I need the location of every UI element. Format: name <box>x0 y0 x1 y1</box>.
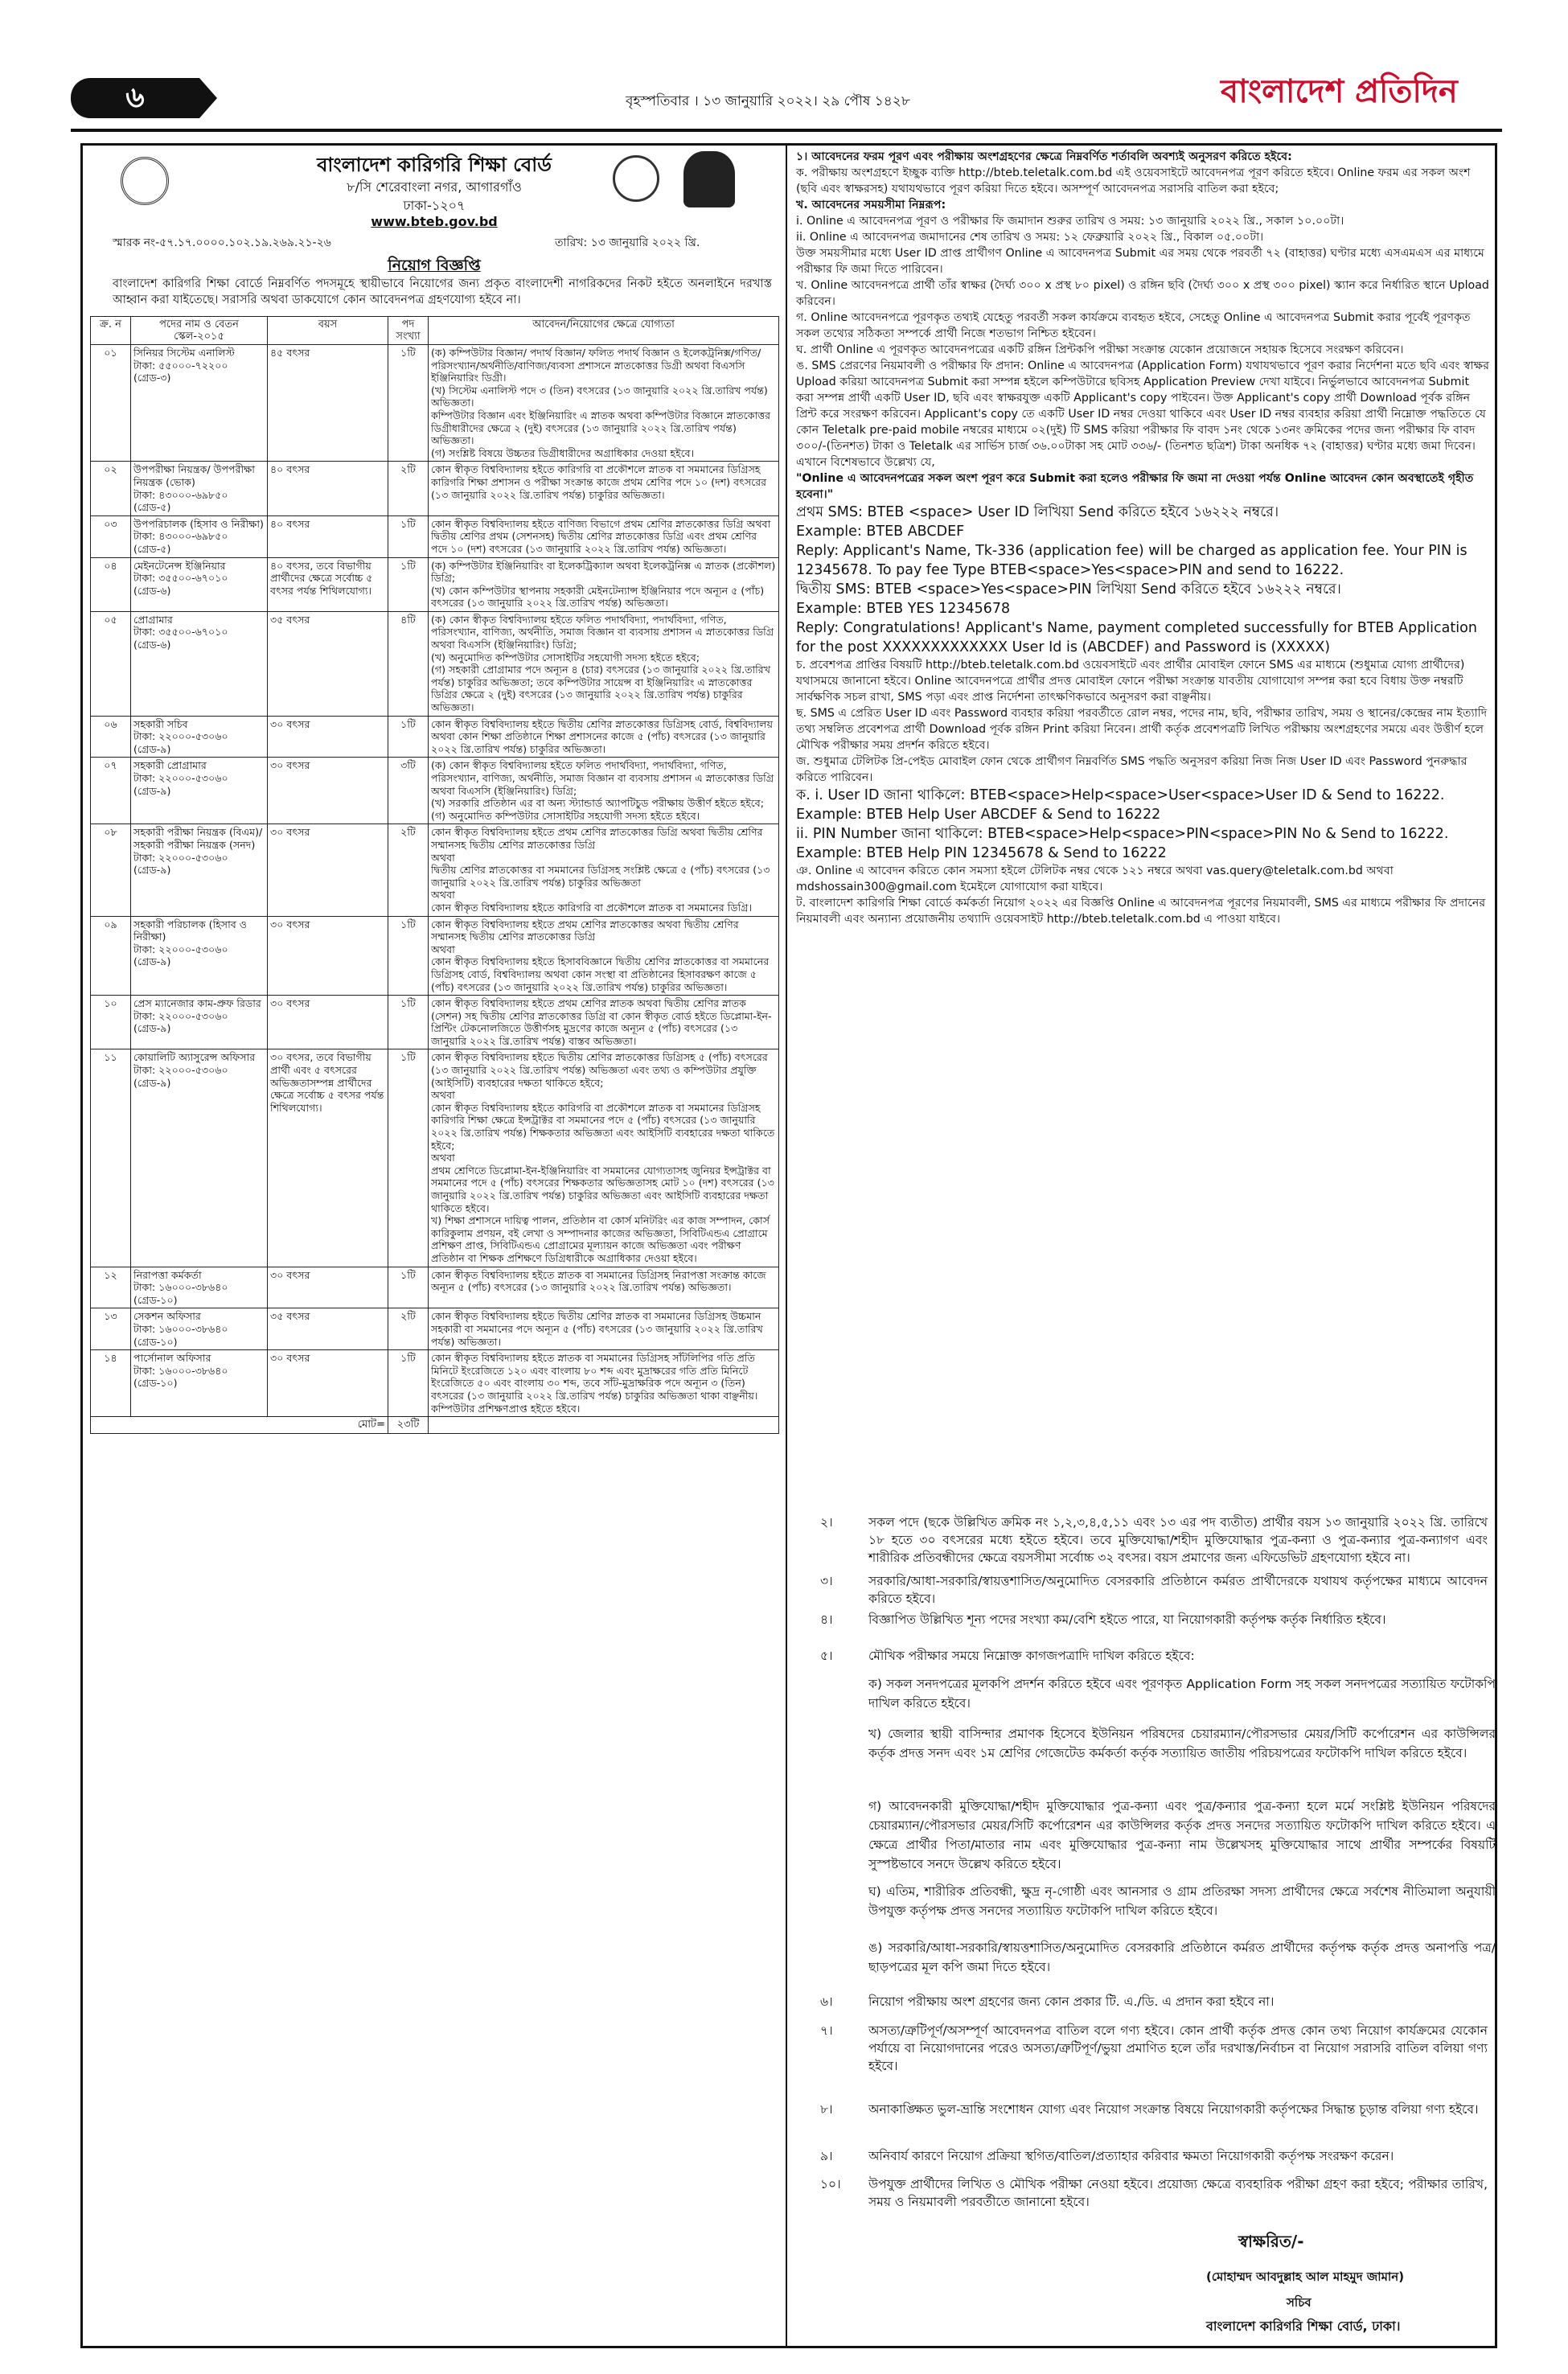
time-end: ii. Online এ আবেদনপত্র জমাদানের শেষ তারিখ ও সময়: ১২ ফেব্রুয়ারি ২০২২ খ্রি., বিকাল ০৫.০০টা। <box>796 231 1264 244</box>
total-label: মোট= <box>91 1417 388 1434</box>
cell-count <box>388 515 429 557</box>
cell-line: ০৭ <box>104 759 117 772</box>
cell-line: সহকারী পরীক্ষা নিয়ন্ত্রক (বিএম)/ সহকারী পরীক্ষা নিয়ন্ত্রক (সনদ) <box>133 826 263 851</box>
cell-line: সহকারী সচিব <box>133 717 188 730</box>
clause-number: ৭। <box>820 2023 833 2038</box>
notice-heading: নিয়োগ বিজ্ঞপ্তি <box>388 257 481 274</box>
cell-line: কোন স্বীকৃত বিশ্ববিদ্যালয় হইতে দ্বিতীয় শ্রেণির স্নাতক বা সমমানের ডিগ্রিসহ উচ্চমান সহকারী বা সমমানের পদে অন্যূন ৫ (পাঁচ) বৎসরের (১৩ জানুয়ারি ২০২২ খ্রি.তারিখ পর্যন্ত) অভিজ্ঞতা। <box>431 1310 763 1348</box>
cell-count <box>388 1267 429 1308</box>
table-row <box>91 716 779 758</box>
recovery-rule: জ. শুধুমাত্র টেলিটক প্রি-পেইড মোবাইল ফোন থেকে প্রার্থীগণ নিম্নবর্ণিত SMS পদ্ধতি অনুসরণ করিয়া নিজ নিজ User ID এবং Password পুনরুদ্ধার করিতে পারিবেন। <box>796 755 1467 784</box>
cell-line: ৪টি <box>400 613 416 626</box>
cell-line: প্রেস ম্যানেজার কাম-প্রুফ রিডার <box>133 997 261 1010</box>
newspaper-logo <box>1221 71 1500 127</box>
cell-qual <box>429 996 779 1049</box>
cell-sl <box>91 345 131 462</box>
clause-number: ৪। <box>820 1612 833 1627</box>
table-row <box>91 1308 779 1350</box>
clause-number: ৫। <box>820 1649 833 1663</box>
accuracy-rule: গ. Online আবেদনপত্রে পূরণকৃত তথ্যই যেহেতু পরবর্তী সকল কার্যক্রমে ব্যবহৃত হইবে, সেহেতু Online এ আবেদনপত্র Submit করার পূর্বেই পূরণকৃত সকল তথ্যের সঠিকতা সম্পর্কে প্রার্থী নিজে শতভাগ নিশ্চিত হইবেন। <box>796 311 1471 340</box>
table-row <box>91 462 779 515</box>
cell-line: ৪০ বৎসর <box>270 463 310 476</box>
memo-date: তারিখ: ১৩ জানুয়ারি ২০২২ খ্রি. <box>555 236 700 249</box>
cell-count <box>388 1350 429 1417</box>
table-row <box>91 1267 779 1308</box>
table-row <box>91 758 779 824</box>
cell-count <box>388 611 429 716</box>
cell-line: টাকা: ৪৩০০০-৬৯৮৫০ (গ্রেড-৫) <box>133 530 228 555</box>
cell-age <box>268 611 388 716</box>
cell-count <box>388 1308 429 1350</box>
cell-line: সহকারী প্রোগ্রামার <box>133 759 207 772</box>
signer-name: (মোহাম্মদ আবদুল্লাহ আল মাহমুদ জামান) <box>1206 2269 1405 2284</box>
sms-rules: ঙ. SMS প্রেরণের নিয়মাবলী ও পরীক্ষার ফি প্রদান: Online এ আবেদনপত্র (Application Form) যথাযথভাবে পূরণ করার নির্দেশনা মতে ছবি এবং স্বাক্ষর Upload করিয়া আবেদনপত্র Submit করা সম্পন্ন হইলে কম্পিউটারে ছবিসহ Application Preview দেখা যাইবে। নির্ভুলভাবে আবেদনপত্র Submit করা সম্পন্ন প্রার্থী একটি User ID, ছবি এবং স্বাক্ষরযুক্ত একটি Applicant's copy পাইবেন। উক্ত Applicant's copy প্রার্থী Download পূর্বক রঙ্গিন প্রিন্ট করে সংরক্ষণ করিবেন। Applicant's copy তে একটি User ID নম্বর দেওয়া থাকিবে এবং User ID নম্বর ব্যবহার করিয়া প্রার্থী নিম্নোক্ত পদ্ধতিতে যে কোন Teletalk pre-paid mobile নম্বরের মাধ্যমে ০২(দুই) টি SMS করিয়া পরীক্ষার ফি বাবদ ১নং থেকে ১৩নং ক্রমিকের পদের জন্য পরীক্ষার ফি বাবদ ৩০০/-(তিনশত) টাকা ও Teletalk এর সার্ভিস চার্জ ৩৬.০০টাকা সহ মোট ৩৩৬/- (তিনশত ছত্রিশ) টাকা অনধিক ৭২ (বাহাত্তর) ঘণ্টার মধ্যে জমা দিবেন। এখানে বিশেষভাবে উল্লেখ্য যে, <box>796 359 1489 469</box>
cell-line: উপপরীক্ষা নিয়ন্ত্রক/ উপপরীক্ষা নিয়ন্ত্রক (ভোক) <box>133 463 255 488</box>
cell-age <box>268 824 388 916</box>
clause-5-umo: ঙ) সরকারি/আধা-সরকারি/স্বায়ত্তশাসিত/অনুমোদিত বেসরকারি প্রতিষ্ঠানে কর্মরত প্রার্থীদের কর্তৃপক্ষ কর্তৃক প্রদত্ত অনাপত্তি পত্র/ছাড়পত্রের মূল কপি জমা দিতে হইবে। <box>868 1941 1496 1974</box>
clause-number: ৩। <box>820 1574 833 1588</box>
cell-line: ০৫ <box>104 613 117 626</box>
cell-line: ৩০ বৎসর <box>270 826 310 839</box>
cell-line: টাকা: ২২০০০-৫৩০৬০ (গ্রেড-৯) <box>133 730 228 755</box>
cell-post <box>131 1350 268 1417</box>
download-rule: ছ. SMS এ প্রেরিত User ID এবং Password ব্যবহার করিয়া পরবর্তীতে রোল নম্বর, পদের নাম, ছবি, পরীক্ষার তারিখ, সময় ও স্থানের/কেন্দ্রের নাম ইত্যাদি তথ্য সম্বলিত প্রবেশপত্র প্রার্থী Download পূর্বক রঙ্গিন Print করিয়া নিবেন। প্রার্থী কর্তৃক প্রবেশপত্রটি লিখিত পরীক্ষায় অংশগ্রহণের সময়ে এবং উত্তীর্ণ হলে মৌখিক পরীক্ষার সময় প্রদর্শন করিতে হইবে। <box>796 707 1488 752</box>
clause-number: ২। <box>820 1515 833 1530</box>
cell-line: ৩৫ বৎসর <box>270 613 310 626</box>
sms-first-example: Example: BTEB ABCDEF <box>796 524 965 540</box>
table-row <box>91 345 779 462</box>
cell-count <box>388 716 429 758</box>
fee-warning: "Online এ আবেদনপত্রের সকল অংশ পূরণ করে Submit করা হলেও পরীক্ষার ফি জমা না দেওয়া পর্যন্ত Online আবেদন কোন অবস্থাতেই গৃহীত হবেনা।" <box>796 472 1474 501</box>
cell-line: কোন স্বীকৃত বিশ্ববিদ্যালয় হইতে স্নাতক বা সমমানের ডিগ্রিসহ সাঁটলিপির গতি প্রতি মিনিটে ইংরেজিতে ১২০ এবং বাংলায় ৮০ শব্দ এবং মুদ্রাক্ষরের গতি প্রতি মিনিটে ইংরেজিতে ৫০ এবং বাংলায় ৩০ শব্দ, তবে সাঁট-মুদ্রাক্ষরিক পদে অন্যূন ৩ (তিন) বৎসরের (১৩ জানুয়ারি ২০২২ খ্রি.তারিখ পর্যন্ত) চাকুরির অভিজ্ঞতা থাকা বাঞ্ছনীয়। কম্পিউটার প্রশিক্ষণপ্রাপ্ত হইতে হইবে। <box>431 1352 758 1415</box>
cell-sl <box>91 716 131 758</box>
admit-card-rule: চ. প্রবেশপত্র প্রাপ্তির বিষয়টি http://bteb.teletalk.com.bd ওয়েবসাইটে এবং প্রার্থীর মোবাইল ফোনে SMS এর মাধ্যমে (শুধুমাত্র যোগ্য প্রার্থীদের) যথাসময়ে জানানো হইবে। Online আবেদনপত্রে প্রার্থীর প্রদত্ত মোবাইল ফোনে পরীক্ষা সংক্রান্ত যাবতীয় যোগাযোগ সম্পন্ন করা হবে বিধায় উক্ত নম্বরটি সার্বক্ষণিক সচল রাখা, SMS পড়া এবং প্রাপ্ত নির্দেশনা তাৎক্ষণিকভাবে অনুসরণ করা বাঞ্ছনীয়। <box>796 659 1465 704</box>
cell-line: মেইনটেনেন্স ইঞ্জিনিয়ার <box>133 559 226 572</box>
clause-5-ga: গ) আবেদনকারী মুক্তিযোদ্ধা/শহীদ মুক্তিযোদ্ধার পুত্র-কন্যা এবং পুত্র/কন্যার পুত্র-কন্যা হলে মর্মে সংশ্লিষ্ট ইউনিয়ন পরিষদের চেয়ারম্যান/পৌরসভার মেয়র/সিটি কর্পোরেশন এর কাউন্সিলর কর্তৃক প্রদত্ত সনদের সত্যায়িত ফটোকপি দাখিল করিতে হইবে। এ ক্ষেত্রে প্রার্থীর পিতা/মাতার নাম এবং মুক্তিযোদ্ধার পুত্র-কন্যা নাম উল্লেখসহ মুক্তিযোদ্ধার সাথে প্রার্থীর সম্পর্কের বিষয়টি সুস্পষ্টভাবে সনদে উল্লেখ করিতে হইবে। <box>868 1799 1496 1871</box>
table-row <box>91 557 779 611</box>
cell-line: ১০ <box>104 997 117 1010</box>
cell-line: কোন স্বীকৃত বিশ্ববিদ্যালয় হইতে প্রথম শ্রেণির স্নাতকোত্তর অথবা দ্বিতীয় শ্রেণির সম্মানসহ দ্বিতীয় শ্রেণির স্নাতকোত্তর ডিগ্রি <box>431 918 739 943</box>
cell-qual <box>429 557 779 611</box>
cell-line: ১টি <box>400 918 416 930</box>
cell-age <box>268 1308 388 1350</box>
instructions-column <box>796 149 1489 927</box>
help-pin: ii. PIN Number জানা থাকিলে: BTEB<space>Help<space>PIN<space>PIN No & Send to 16222. <box>796 826 1449 842</box>
signer-org: বাংলাদেশ কারিগরি শিক্ষা বোর্ড, ঢাকা। <box>1206 2319 1401 2334</box>
page-number: ৬ <box>71 78 199 118</box>
cell-line: কোন স্বীকৃত বিশ্ববিদ্যালয় হইতে প্রথম শ্রেণির স্নাতক অথবা দ্বিতীয় শ্রেণির স্নাতক (সেশন) সহ দ্বিতীয় শ্রেণির স্নাতকোত্তর ডিগ্রি বা কোন স্বীকৃত বোর্ড হইতে ডিপ্লোমা-ইন-প্রিন্টিং টেকনোলজিতে উত্তীর্ণসহ মুদ্রণের কাজে অন্যূন ৫ (পাঁচ) বৎসরের (১৩ জানুয়ারি ২০২২ খ্রি.তারিখ পর্যন্ত) বাস্তব অভিজ্ঞতা। <box>431 997 772 1047</box>
sms-second: দ্বিতীয় SMS: BTEB <space>Yes<space>PIN লিখিয়া Send করিতে হইবে ১৬২২২ নম্বরে। <box>796 581 1341 598</box>
cell-count <box>388 345 429 462</box>
table-row <box>91 1049 779 1267</box>
cell-line: কোন স্বীকৃত বিশ্ববিদ্যালয় হইতে কারিগরি বা প্রকৌশলে স্নাতক বা সমমানের ডিগ্রিসহ কারিগরি শিক্ষা ক্ষেত্রে ইন্সট্রাক্টর বা সমমানের পদে ৫ (পাঁচ) বৎসরের (১৩ জানুয়ারি ২০২২ খ্রি.তারিখ পর্যন্ত) শিক্ষকতার অভিজ্ঞতা এবং আইসিটি ব্যবহারের দক্ষতা থাকিতে হইবে; <box>431 1101 775 1152</box>
org-name: বাংলাদেশ কারিগরি শিক্ষা বোর্ড <box>317 154 552 176</box>
cell-line: ১টি <box>400 1051 416 1064</box>
cell-line: ০৩ <box>104 517 117 530</box>
cell-line: টাকা: ১৬০০০-৩৮৬৪০ (গ্রেড-১০) <box>133 1364 228 1390</box>
cell-age <box>268 1049 388 1267</box>
cell-sl <box>91 462 131 515</box>
cell-line: (ক) কোন স্বীকৃত বিশ্ববিদ্যালয় হইতে ফলিত পদার্থবিদ্যা, পদার্থবিদ্যা, গণিত, পরিসংখ্যান, বাণিজ্য, অর্থনীতি, সমাজ বিজ্ঞান বা ব্যবসায় প্রশাসন এ স্নাতকোত্তর ডিগ্রি অথবা বিএসসি (ইঞ্জিনিয়ারিং) ডিগ্রি; <box>431 613 774 651</box>
cell-line: ৩০ বৎসর <box>270 1352 310 1365</box>
cell-line: প্রোগ্রামার <box>133 613 173 626</box>
cell-line: কোন স্বীকৃত বিশ্ববিদ্যালয় হইতে স্নাতক বা সমমানের ডিগ্রিসহ নিরাপত্তা সংক্রান্ত কাজে অন্যূন ৫ (পাঁচ) বৎসরের (১৩ জানুয়ারি ২০২২ খ্রি.তারিখ পর্যন্ত) অভিজ্ঞতা। <box>431 1268 766 1294</box>
cell-line: ১২ <box>104 1268 117 1281</box>
vacancy-table <box>90 316 779 1434</box>
cell-line: ২টি <box>400 1310 416 1323</box>
clause-text: সকল পদে (ছকে উল্লিখিত ক্রমিক নং ১,২,৩,৪,৫,১১ এবং ১৩ এর পদ ব্যতীত) প্রার্থীর বয়স ১৩ জানুয়ারি ২০২২ খ্রি. তারিখে ১৮ হতে ৩০ বৎসরের মধ্যে হইতে হইবে। তবে মুক্তিযোদ্ধা/শহীদ মুক্তিযোদ্ধার পুত্র-কন্যা ও পুত্র-কন্যার পুত্র-কন্যাগণ এবং শারীরিক প্রতিবন্ধীদের ক্ষেত্রে বয়সসীমা সর্বোচ্চ ৩২ বৎসর। বয়স প্রমাণের জন্য এফিডেভিট গ্রহণযোগ্য হইবে না। <box>868 1515 1488 1565</box>
cell-line: ১টি <box>400 347 416 359</box>
cell-line: ১টি <box>400 1352 416 1365</box>
cell-post <box>131 557 268 611</box>
cell-count <box>388 824 429 916</box>
masthead-rule <box>71 129 1502 132</box>
org-website[interactable]: www.bteb.gov.bd <box>371 214 498 229</box>
cell-qual <box>429 1350 779 1417</box>
cell-line: কোন স্বীকৃত বিশ্ববিদ্যালয় হইতে বাণিজ্য বিভাগে প্রথম শ্রেণির স্নাতকোত্তর ডিগ্রি অথবা দ্বিতীয় শ্রেণির প্রথম (সেশনসহ) দ্বিতীয় শ্রেণির স্নাতকোত্তর ডিগ্রি এবং প্রথম শ্রেণির পদে ১০ (দশ) বৎসরের (১৩ জানুয়ারি ২০২২ খ্রি.তারিখ পর্যন্ত) অভিজ্ঞতা। <box>431 517 771 555</box>
memo-number: স্মারক নং-৫৭.১৭.০০০০.১০২.১৯.২৬৯.২১-২৬ <box>113 236 331 249</box>
cell-post <box>131 1267 268 1308</box>
cell-line: অথবা <box>431 943 455 955</box>
cell-line: ৩৫ বৎসর <box>270 1310 310 1323</box>
cell-line: ১টি <box>400 1268 416 1281</box>
clause-text: অনাকাঙ্ক্ষিত ভুল-ভ্রান্তি সংশোধন যোগ্য এবং নিয়োগ সংক্রান্ত বিষয়ে নিয়োগকারী কর্তৃপক্ষের সিদ্ধান্ত চূড়ান্ত বলিয়া গণ্য হইবে। <box>868 2102 1479 2117</box>
cell-line: কোন স্বীকৃত বিশ্ববিদ্যালয় হইতে প্রথম শ্রেণির স্নাতকোত্তর ডিগ্রি অথবা দ্বিতীয় শ্রেণির সম্মানসহ দ্বিতীয় শ্রেণির স্নাতকোত্তর ডিগ্রি <box>431 826 763 851</box>
cell-line: (খ) কোন কম্পিউটার স্থাপনায় সহকারী মেইনটেন্যান্স ইঞ্জিনিয়ার পদে অন্যূন ৫ (পাঁচ) বৎসরের (১৩ জানুয়ারি ২০২২ খ্রি.তারিখ পর্যন্ত) অভিজ্ঞতা। <box>431 584 765 610</box>
cell-line: (ক) কম্পিউটার ইঞ্জিনিয়ারিং বা ইলেকট্রিক্যাল অথবা ইলেকট্রনিক্স এ স্নাতক (প্রকৌশল) ডিগ্রি; <box>431 559 776 585</box>
cell-count <box>388 996 429 1049</box>
notice-intro: বাংলাদেশ কারিগরি শিক্ষা বোর্ডে নিম্নবর্ণিত পদসমূহে স্থায়ীভাবে নিয়োগের জন্য প্রকৃত বাংলাদেশী নাগরিকদের নিকট হইতে অনলাইনে দরখাস্ত আহ্বান করা যাইতেছে। সরাসরি অথবা ডাকযোগে কোন আবেদনপত্র গ্রহণযোগ্য হইবে না। <box>113 277 772 306</box>
cell-qual <box>429 758 779 824</box>
cell-count <box>388 462 429 515</box>
cell-line: (ক) কম্পিউটার বিজ্ঞান/ পদার্থ বিজ্ঞান/ ফলিত পদার্থ বিজ্ঞান ও ইলেকট্রনিক্স/গণিত/পরিসংখ্যান/অর্থনীতি/বাণিজ্য/ব্যবসা প্রশাসনে স্নাতকোত্তর ডিগ্রী অথবা বিএসসি ইঞ্জিনিয়ারিং ডিগ্রী। <box>431 347 761 384</box>
cell-line: টাকা: ২২০০০-৫৩০৬০ (গ্রেড-৯) <box>133 1009 228 1035</box>
cell-line: ২টি <box>400 463 416 476</box>
cell-line: ১টি <box>400 517 416 530</box>
cell-line: টাকা: ২২০০০-৫৩০৬০ (গ্রেড-৯) <box>133 1064 228 1089</box>
cell-line: টাকা: ২২০০০-৫৩০৬০ (গ্রেড-৯) <box>133 851 228 877</box>
cell-qual <box>429 916 779 996</box>
cell-age <box>268 916 388 996</box>
clause-number: ৯। <box>820 2149 833 2163</box>
cell-line: ০২ <box>104 463 117 476</box>
cell-sl <box>91 515 131 557</box>
cell-line: ১টি <box>400 997 416 1010</box>
cell-line: ০৪ <box>104 559 117 572</box>
cell-age <box>268 462 388 515</box>
cell-line: ৩০ বৎসর, তবে বিভাগীয় প্রার্থী এবং ৫ বৎসরের অভিজ্ঞতাসম্পন্ন প্রার্থীদের ক্ষেত্রে সর্বোচ্চ ৫ বৎসর পর্যন্ত শিথিলযোগ্য। <box>270 1051 384 1114</box>
cell-line: টাকা: ৩৫৫০০-৬৭০১০ (গ্রেড-৬) <box>133 626 228 651</box>
total-row <box>91 1417 779 1434</box>
cell-count <box>388 916 429 996</box>
cell-post <box>131 1049 268 1267</box>
table-row <box>91 824 779 916</box>
cell-line: খ) শিক্ষা প্রশাসনে দায়িত্ব পালন, প্রতিষ্ঠান বা কোর্স মনিটরিং এর কাজ সম্পাদন, কোর্স কারিকুলাম প্রণয়ন, বই লেখা ও সম্পাদনার কাজের অভিজ্ঞতা, সিবিটিএন্ডএ প্রোগ্রামে প্রশিক্ষণ প্রাপ্ত, সিবিটিএন্ডএ প্রোগ্রামের মূল্যায়ন কাজে অভিজ্ঞতা এবং পরীক্ষণ প্রতিষ্ঠান বা শিক্ষক প্রশিক্ষণে ডিগ্রিধারীকে অগ্রাধিকার দেওয়া হইবে। <box>431 1214 770 1264</box>
cell-post <box>131 758 268 824</box>
clause-text: বিজ্ঞাপিত উল্লিখিত শূন্য পদের সংখ্যা কম/বেশি হইতে পারে, যা নিয়োগকারী কর্তৃপক্ষ কর্তৃক নির্ধারিত হইবে। <box>868 1612 1386 1627</box>
signer-title: সচিব <box>1287 2295 1311 2310</box>
cell-sl <box>91 824 131 916</box>
cell-line: কোন স্বীকৃত বিশ্ববিদ্যালয় হইতে দ্বিতীয় শ্রেণির স্নাতকোত্তর ডিগ্রিসহ বোর্ড, বিশ্ববিদ্যালয় অথবা কোন শিক্ষা প্রতিষ্ঠানে শিক্ষা প্রশাসনের কাজে ৫ (পাঁচ) বৎসরের (১৩ জানুয়ারি ২০২২ খ্রি.তারিখ পর্যন্ত) চাকুরির অভিজ্ঞতা। <box>431 717 773 755</box>
cell-line: ১৩ <box>104 1310 117 1323</box>
cell-line: অথবা <box>431 1152 455 1164</box>
cell-age <box>268 1267 388 1308</box>
cell-line: ৪৫ বৎসর <box>270 347 310 359</box>
cell-line: কোন স্বীকৃত বিশ্ববিদ্যালয় হইতে কারিগরি বা প্রকৌশলে স্নাতক বা সমমানের ডিগ্রি। <box>431 901 753 914</box>
cell-sl <box>91 557 131 611</box>
cell-qual <box>429 611 779 716</box>
table-row <box>91 996 779 1049</box>
cell-line: অথবা <box>431 851 455 864</box>
cell-line: সিনিয়র সিস্টেম এনালিস্ট <box>133 347 235 359</box>
cell-line: ৩০ বৎসর <box>270 1268 310 1281</box>
cell-line: ৪০ বৎসর, তবে বিভাগীয় প্রার্থীদের ক্ষেত্রে সর্বোচ্চ ৫ বৎসর পর্যন্ত শিথিলযোগ্য। <box>270 559 373 597</box>
cell-line: পার্সোনাল অফিসার <box>133 1352 211 1365</box>
fee-window: উক্ত সময়সীমার মধ্যে User ID প্রাপ্ত প্রার্থীগণ Online এ আবেদনপত্র Submit এর সময় থেকে পরবর্তী ৭২ (বাহাত্তর) ঘণ্টার মধ্যে এসএমএস এর মাধ্যমে পরীক্ষার ফি জমা দিতে পারিবেন। <box>796 247 1484 276</box>
cell-age <box>268 1350 388 1417</box>
cell-line: উপপরিচালক (হিসাব ও নিরীক্ষা) <box>133 517 264 530</box>
cell-age <box>268 557 388 611</box>
cell-line: দ্বিতীয় শ্রেণির স্নাতকোত্তর বা সমমানের ডিগ্রিসহ সংশ্লিষ্ট ক্ষেত্রে ৫ (পাঁচ) বৎসরের (১৩ জানুয়ারি ২০২২ খ্রি.তারিখ পর্যন্ত) চাকুরির অভিজ্ঞতা <box>431 864 770 889</box>
time-start: i. Online এ আবেদনপত্র পূরণ ও পরীক্ষার ফি জমাদান শুরুর তারিখ ও সময়: ১৩ জানুয়ারি ২০২২ খ্রি., সকাল ১০.০০টা। <box>796 215 1344 228</box>
cell-sl <box>91 611 131 716</box>
cell-line: (ক) কোন স্বীকৃত বিশ্ববিদ্যালয় হইতে ফলিত পদার্থবিদ্যা, পদার্থবিদ্যা, গণিত, পরিসংখ্যান, বাণিজ্য, অর্থনীতি, সমাজ বিজ্ঞান বা ব্যবসায় প্রশাসন এ স্নাতকোত্তর ডিগ্রি অথবা বিএসসি (ইঞ্জিনিয়ারিং) ডিগ্রি; <box>431 759 774 797</box>
total-empty <box>429 1417 779 1434</box>
sms-second-reply: Reply: Congratulations! Applicant's Name, payment completed successfully for BTEB Application for the post XXXXXXXXXXXXX User Id is (ABCDEF) and Password is (XXXXX) <box>796 620 1477 655</box>
cell-post <box>131 996 268 1049</box>
cell-post <box>131 515 268 557</box>
cell-qual <box>429 1267 779 1308</box>
cell-line: সহকারী পরিচালক (হিসাব ও নিরীক্ষা) <box>133 918 248 943</box>
cell-line: ০৯ <box>104 918 117 930</box>
clause-number: ১০। <box>820 2177 841 2191</box>
cell-line: কোন স্বীকৃত বিশ্ববিদ্যালয় হইতে কারিগরি বা প্রকৌশলে স্নাতক বা সমমানের ডিগ্রিসহ কারিগরি শিক্ষা প্রশাসন ও পরীক্ষা সংক্রান্ত কাজে প্রথম শ্রেণির পদে ১০ (দশ) বৎসরের (১৩ জানুয়ারি ২০২২ খ্রি.তারিখ পর্যন্ত) চাকুরির অভিজ্ঞতা। <box>431 463 767 501</box>
dateline: বৃহস্পতিবার । ১৩ জানুয়ারি ২০২২। ২৯ পৌষ ১৪২৮ <box>626 93 910 109</box>
clause-5-gha: ঘ) এতিম, শারীরিক প্রতিবন্ধী, ক্ষুদ্র নৃ-গোষ্ঠী এবং আনসার ও গ্রাম প্রতিরক্ষা সদস্য প্রার্থীদের ক্ষেত্রে সর্বশেষ নীতিমালা অনুযায়ী উপযুক্ত কর্তৃপক্ষ প্রদত্ত সনদের সত্যায়িত ফটোকপি দাখিল করিতে হইবে। <box>868 1884 1496 1918</box>
cell-post <box>131 462 268 515</box>
cell-post <box>131 345 268 462</box>
clause-5-kha: খ) জেলার স্থায়ী বাসিন্দার প্রমাণক হিসেবে ইউনিয়ন পরিষদের চেয়ারম্যান/পৌরসভার মেয়র/সিটি কর্পোরেশন এর কাউন্সিলর কর্তৃক প্রদত্ত সনদ এবং ১ম শ্রেণির গেজেটেড কর্মকর্তা কর্তৃক সত্যায়িত জাতীয় পরিচয়পত্রের ফটোকপি দাখিল করিতে হইবে। <box>868 1727 1496 1760</box>
brand-name: বাংলাদেশ প্রতিদিন <box>1221 73 1458 110</box>
cell-line: ১টি <box>400 717 416 730</box>
cell-line: টাকা: ৫৫০০০-৭২২০০ (গ্রেড-৩) <box>133 359 228 384</box>
cell-line: (খ) সরকারি প্রতিষ্ঠান এর বা অন্য স্ট্যান্ডার্ড অ্যাপটিচুড পরীক্ষায় উত্তীর্ণ হইতে হইবে; <box>431 797 764 810</box>
clause-number: ৬। <box>820 1994 833 2009</box>
cell-line: কোন স্বীকৃত বিশ্ববিদ্যালয় হইতে হিসাববিজ্ঞানে দ্বিতীয় শ্রেণির স্নাতকোত্তর বা সমমানের ডিগ্রিসহ বোর্ড, বিশ্ববিদ্যালয় অথবা কোন সংস্থা বা প্রতিষ্ঠানের হিসাবরক্ষণ কাজে ৫ (পাঁচ) বৎসরের (১৩ জানুয়ারি ২০২২ খ্রি.তারিখ পর্যন্ত) চাকুরির অভিজ্ঞতা। <box>431 955 770 993</box>
org-address: ৮/সি শেরেবাংলা নগর, আগারগাঁও <box>347 179 522 195</box>
cell-qual <box>429 824 779 916</box>
help-pin-example: Example: BTEB Help PIN 12345678 & Send to 16222 <box>796 845 1167 861</box>
cell-sl <box>91 996 131 1049</box>
cell-line: কোন স্বীকৃত বিশ্ববিদ্যালয় হইতে দ্বিতীয় শ্রেণির স্নাতকোত্তর ডিগ্রিসহ ৫ (পাঁচ) বৎসরের (১৩ জানুয়ারি ২০২২ খ্রি.তারিখ পর্যন্ত) অভিজ্ঞতা এবং তথ্য ও কম্পিউটার প্রযুক্তি (আইসিটি) ব্যবহারের দক্ষতা থাকিতে হইবে; <box>431 1051 768 1089</box>
website-info: ট. বাংলাদেশ কারিগরি শিক্ষা বোর্ডে কর্মকর্তা নিয়োগ ২০২২ এর বিজ্ঞপ্তি Online এ আবেদনপত্র পূরণের নিয়মাবলী, SMS এর মাধ্যমে পরীক্ষার ফি প্রদানের নিয়মাবলী এবং অন্যান্য প্রয়োজনীয় তথ্যাদি ওয়েবসাইট http://bteb.teletalk.com.bd এ পাওয়া যাইবে। <box>796 897 1486 926</box>
sms-first: প্রথম SMS: BTEB <space> User ID লিখিয়া Send করিতে হইবে ১৬২২২ নম্বরে। <box>796 504 1279 520</box>
cell-age <box>268 716 388 758</box>
cond-kha-heading: খ. আবেদনের সময়সীমা নিম্নরূপ: <box>796 199 946 212</box>
cell-line: ৪০ বৎসর <box>270 517 310 530</box>
cell-sl <box>91 1267 131 1308</box>
col-header-sl: ক্র. ন <box>91 317 131 345</box>
signed-label: স্বাক্ষরিত/- <box>1238 2232 1304 2251</box>
cell-qual <box>429 462 779 515</box>
table-row <box>91 611 779 716</box>
cell-line: অথবা <box>431 1089 455 1102</box>
col-header-count: পদ সংখ্যা <box>388 317 429 345</box>
support-contact: ঞ. Online এ আবেদন করিতে কোন সমস্যা হইলে টেলিটক নম্বর থেকে ১২১ নম্বরে অথবা vas.query@teletalk.com.bd অথবা mdshossain300@gmail.com ইমেইলে যোগাযোগ করা যাইবে। <box>796 865 1394 893</box>
table-header-row <box>91 317 779 345</box>
cell-count <box>388 557 429 611</box>
cell-line: (গ) সংশ্লিষ্ট বিষয়ে উচ্চতর ডিগ্রীধারীদের অগ্রাধিকার দেওয়া হইবে। <box>431 446 695 459</box>
cell-line: সেকশন অফিসার <box>133 1310 201 1323</box>
cell-line: ১টি <box>400 559 416 572</box>
cell-sl <box>91 758 131 824</box>
cell-line: (গ) সহকারী প্রোগ্রামার পদে অন্যূন ৪ (চার) বৎসরের (১৩ জানুয়ারি ২০২২ খ্রি.তারিখ পর্যন্ত) চাকুরির অভিজ্ঞতা; তবে কম্পিউটার সায়েন্স বা ইঞ্জিনিয়ারিং এ স্নাতকোত্তর ডিগ্রির ক্ষেত্রে ২ (দুই) বৎসরের (১৩ জানুয়ারি ২০২২ খ্রি.তারিখ পর্যন্ত) চাকুরির অভিজ্ঞতা। <box>431 663 770 714</box>
table-row <box>91 916 779 996</box>
cell-age <box>268 758 388 824</box>
cell-age <box>268 345 388 462</box>
clause-5-ka: ক) সকল সনদপত্রের মূলকপি প্রদর্শন করিতে হইবে এবং পূরণকৃত Application Form সহ সকল সনদপত্রের সত্যায়িত ফটোকপি দাখিল করিতে হইবে। <box>868 1677 1496 1711</box>
cell-line: ১১ <box>104 1051 117 1064</box>
cell-sl <box>91 1049 131 1267</box>
cell-line: টাকা: ২২০০০-৫৩০৬০ (গ্রেড-৯) <box>133 943 228 968</box>
upload-rule: খ. Online আবেদনপত্রে প্রার্থী তাঁর স্বাক্ষর (দৈর্ঘ্য ৩০০ x প্রস্থ ৮০ pixel) ও রঙ্গিন ছবি (দৈর্ঘ্য ৩০০ x প্রস্থ ৩০০ pixel) স্ক্যান করে নির্ধারিত স্থানে Upload করিবেন। <box>796 279 1489 308</box>
help-userid-example: Example: BTEB Help User ABCDEF & Send to 16222 <box>796 807 1161 823</box>
clause-text: মৌখিক পরীক্ষার সময়ে নিম্নোক্ত কাগজপত্রাদি দাখিল করিতে হইবে: <box>868 1649 1195 1663</box>
cell-qual <box>429 1049 779 1267</box>
cell-line: ৩০ বৎসর <box>270 717 310 730</box>
cell-post <box>131 824 268 916</box>
cell-line: টাকা: ১৬০০০-৩৮৬৪০ (গ্রেড-১০) <box>133 1322 228 1348</box>
cell-qual <box>429 345 779 462</box>
cell-qual <box>429 515 779 557</box>
cell-age <box>268 515 388 557</box>
cell-count <box>388 758 429 824</box>
cell-line: ১৪ <box>104 1352 117 1365</box>
cell-line: ৩০ বৎসর <box>270 759 310 772</box>
cell-line: ৩০ বৎসর <box>270 918 310 930</box>
cell-post <box>131 916 268 996</box>
cell-line: অথবা <box>431 889 455 902</box>
cell-sl <box>91 1350 131 1417</box>
cell-line: ০৬ <box>104 717 117 730</box>
sms-first-reply: Reply: Applicant's Name, Tk-336 (application fee) will be charged as application fee. Your PIN is 12345678. To pay fee Type BTEB<space>Yes<space>PIN and send to 16222. <box>796 543 1467 578</box>
cell-line: ২টি <box>400 826 416 839</box>
cell-line: কোয়ালিটি অ্যাসুরেন্স অফিসার <box>133 1051 256 1064</box>
clause-text: উপযুক্ত প্রার্থীদের লিখিত ও মৌখিক পরীক্ষা নেওয়া হইবে। প্রয়োজ্য ক্ষেত্রে ব্যবহারিক পরীক্ষা গ্রহণ করা হইবে; পরীক্ষার তারিখ, সময় ও নিয়মাবলী পরবর্তীতে জানানো হইবে। <box>868 2177 1488 2209</box>
print-rule: ঘ. প্রার্থী Online এ পূরণকৃত আবেদনপত্রের একটি রঙ্গিন প্রিন্টকপি পরীক্ষা সংক্রান্ত যেকোন প্রয়োজনে সহায়ক হিসেবে সংরক্ষণ করিবেন। <box>796 343 1404 356</box>
cond-ka: ক. পরীক্ষায় অংশগ্রহণে ইচ্ছুক ব্যক্তি http://bteb.teletalk.com.bd এই ওয়েবসাইটে আবেদনপত্র পূরণ করিতে হইবে। Online ফরম এর সকল অংশ (ছবি এবং স্বাক্ষরসহ) যথাযথভাবে পূরণ করিয়া দিতে হইবে। অসম্পূর্ণ আবেদনপত্র সরাসরি বাতিল করা হইবে; <box>796 166 1471 195</box>
cell-line: (খ) অনুমোদিত কম্পিউটার সোসাইটির সহযোগী সদস্য হইতে হইবে; <box>431 651 700 663</box>
table-row <box>91 515 779 557</box>
cond-intro: ১। আবেদনের ফরম পূরণ এবং পরীক্ষায় অংশগ্রহণের ক্ষেত্রে নিম্নবর্ণিত শর্তাবলি অবশ্যই অনুসরণ করিতে হইবে: <box>796 150 1292 163</box>
total-value: ২৩টি <box>388 1417 429 1434</box>
table-row <box>91 1350 779 1417</box>
cell-line: ৩০ বৎসর <box>270 997 310 1010</box>
cell-post <box>131 1308 268 1350</box>
cell-line: (গ) অনুমোদিত কম্পিউটার সোসাইটির সহযোগী সদস্য হইতে হইবে। <box>431 809 700 822</box>
col-header-age: বয়স <box>268 317 388 345</box>
help-userid: ক. i. User ID জানা থাকিলে: BTEB<space>Help<space>User<space>User ID & Send to 16222. <box>796 787 1445 803</box>
org-city: ঢাকা-১২০৭ <box>403 198 466 213</box>
cell-qual <box>429 716 779 758</box>
cell-count <box>388 1049 429 1267</box>
cell-line: কম্পিউটার বিজ্ঞান এবং ইঞ্জিনিয়ারিং এ স্নাতক অথবা কম্পিউটার বিজ্ঞানে স্নাতকোত্তর ডিগ্রীধারীদের ক্ষেত্রে ২ (দুই) বৎসরের (১৩ জানুয়ারি ২০২২ খ্রি.তারিখ পর্যন্ত) অভিজ্ঞতা। <box>431 409 771 447</box>
cell-line: টাকা: ৩৫৫০০-৬৭০১০ (গ্রেড-৬) <box>133 572 228 597</box>
cell-line: টাকা: ২২০০০-৫৩০৬০ (গ্রেড-৯) <box>133 772 228 797</box>
clause-text: অসত্য/ত্রুটিপূর্ণ/অসম্পূর্ণ আবেদনপত্র বাতিল বলে গণ্য হইবে। কোন প্রার্থী কর্তৃক প্রদত্ত কোন তথ্য নিয়োগ কার্যক্রমের যেকোন পর্যায়ে বা নিয়োগদানের পরেও অসত্য/ত্রুটিপূর্ণ/ভুয়া প্রমাণিত হলে তাঁর দরখাস্ত/নির্বাচন বা নিয়োগ সরাসরি বাতিল বলিয়া গণ্য হইবে। <box>868 2023 1488 2073</box>
cell-qual <box>429 1308 779 1350</box>
cell-line: টাকা: ১৬০০০-৩৮৬৪০ (গ্রেড-১০) <box>133 1281 228 1306</box>
cell-line: টাকা: ৪৩০০০-৬৯৮৫০ (গ্রেড-৫) <box>133 488 228 514</box>
sms-second-example: Example: BTEB YES 12345678 <box>796 601 1011 617</box>
cell-line: নিরাপত্তা কর্মকর্তা <box>133 1268 202 1281</box>
cell-line: প্রথম শ্রেণিতে ডিপ্লোমা-ইন-ইঞ্জিনিয়ারিং বা সমমানের যোগ্যতাসহ জুনিয়র ইন্সট্রাক্টর বা সমমানের পদে ৫ (পাঁচ) বৎসরের শিক্ষকতার অভিজ্ঞতাসহ মোট ১০ (দশ) বৎসরের (১৩ জানুয়ারি ২০২২ খ্রি.তারিখ পর্যন্ত) চাকুরির অভিজ্ঞতা এবং আইসিটি ব্যবহারের দক্ষতা থাকিতে হইবে। <box>431 1164 774 1214</box>
clause-text: অনিবার্য কারণে নিয়োগ প্রক্রিয়া স্থগিত/বাতিল/প্রত্যাহার করিবার ক্ষমতা নিয়োগকারী কর্তৃপক্ষ সংরক্ষণ করেন। <box>868 2149 1394 2163</box>
col-header-qual: আবেদন/নিয়োগের ক্ষেত্রে যোগ্যতা <box>429 317 779 345</box>
cell-sl <box>91 1308 131 1350</box>
clause-text: নিয়োগ পরীক্ষায় অংশ গ্রহণের জন্য কোন প্রকার টি. এ./ডি. এ প্রদান করা হইবে না। <box>868 1994 1275 2009</box>
clause-text: সরকারি/আধা-সরকারি/স্বায়ত্তশাসিত/অনুমোদিত বেসরকারি প্রতিষ্ঠানে কর্মরত প্রার্থীদেরকে যথাযথ কর্তৃপক্ষের মাধ্যমে আবেদন করিতে হইবে। <box>868 1574 1488 1606</box>
clause-number: ৮। <box>820 2102 833 2117</box>
cell-post <box>131 716 268 758</box>
cell-line: ০১ <box>104 347 117 359</box>
cell-line: (খ) সিস্টেম এনালিস্ট পদে ৩ (তিন) বৎসরের (১৩ জানুয়ারি ২০২২ খ্রি.তারিখ পর্যন্ত) অভিজ্ঞতা। <box>431 384 768 409</box>
col-header-post: পদের নাম ও বেতন স্কেল-২০১৫ <box>131 317 268 345</box>
cell-line: ০৮ <box>104 826 117 839</box>
column-separator <box>786 143 787 2348</box>
cell-age <box>268 996 388 1049</box>
cell-sl <box>91 916 131 996</box>
cell-post <box>131 611 268 716</box>
cell-line: ৩টি <box>400 759 416 772</box>
